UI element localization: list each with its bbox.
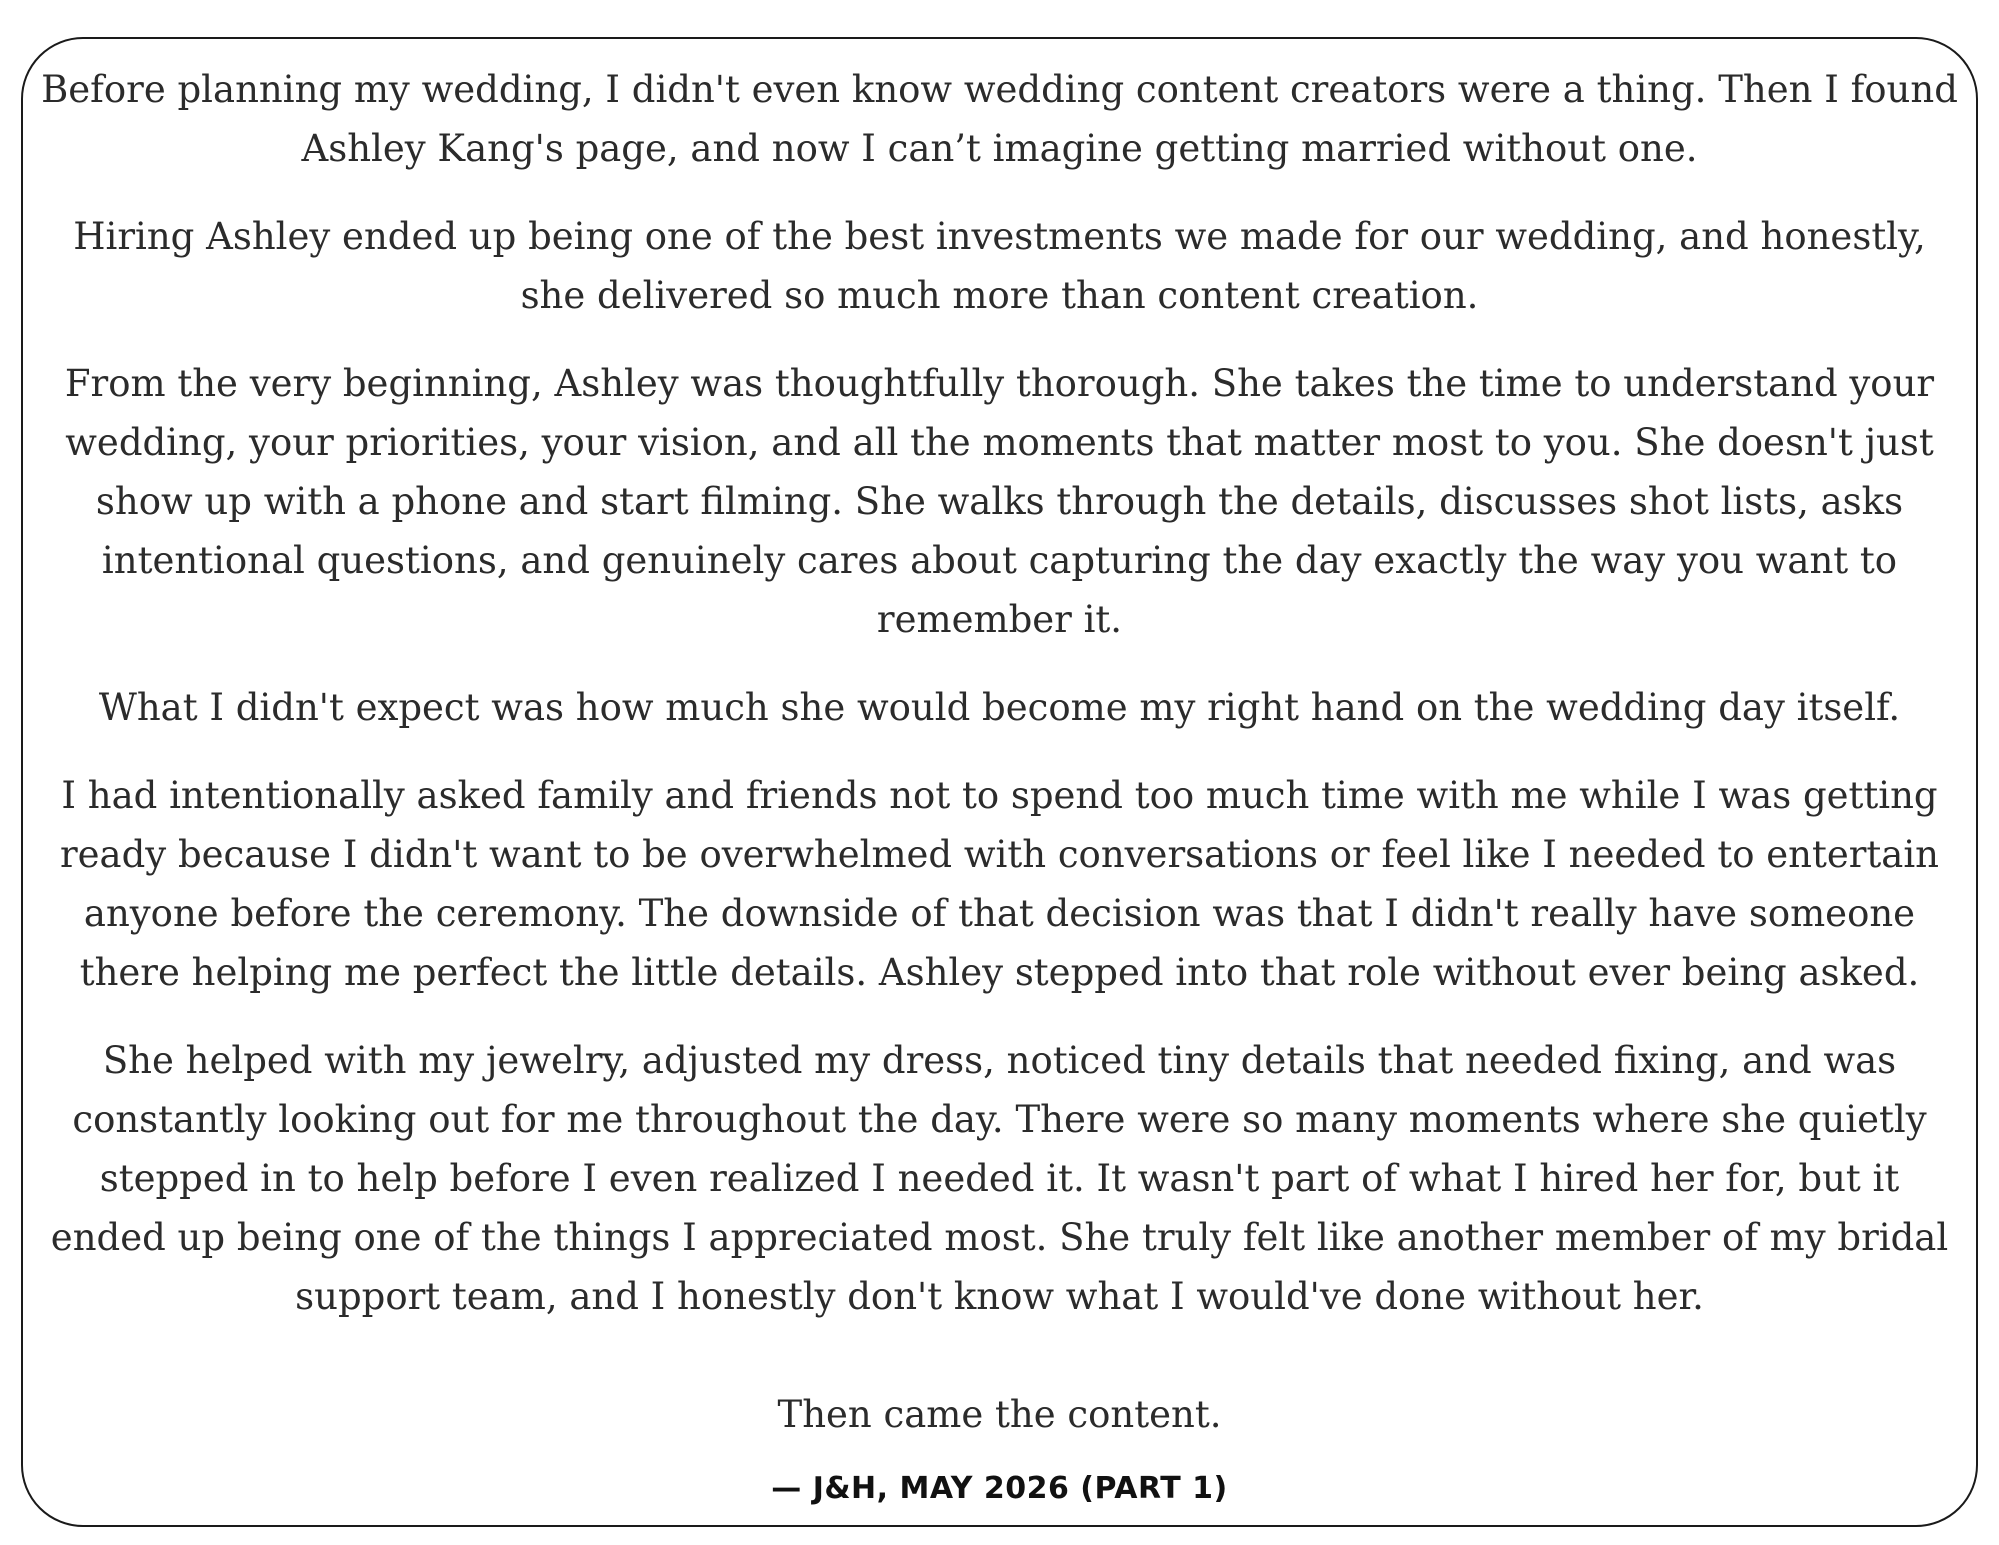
testimonial-paragraph-3: From the very beginning, Ashley was thoughtfully thorough. She takes the time to understand your wedding, your priorities, your vision, and all the moments that matter most to you. She doesn't just show up with a phone and start filming. She walks through the details, discusses shot lists, asks intentional questions, and genuinely cares about capturing the day exactly the way you want to remember it.: [64, 362, 1935, 641]
testimonial-paragraph-1: Before planning my wedding, I didn't even know wedding content creators were a thing. Then I found Ashley Kang's page, and now I can’t imagine getting married without one.: [41, 68, 1958, 170]
testimonial-paragraph-6: She helped with my jewelry, adjusted my dress, noticed tiny details that needed fixing, and was constantly looking out for me throughout the day. There were so many moments where she quietly stepped in to help before I even realized I needed it. It wasn't part of what I hired her for, but it ended up being one of the things I appreciated most. She truly felt like another member of my bridal support team, and I honestly don't know what I would've done without her.: [50, 1039, 1949, 1318]
testimonial-paragraph-4: What I didn't expect was how much she would become my right hand on the wedding day itself.: [98, 686, 1901, 729]
testimonial-paragraph-5: I had intentionally asked family and friends not to spend too much time with me while I was getting ready because I didn't want to be overwhelmed with conversations or feel like I needed to entertain anyone before the ceremony. The downside of that decision was that I didn't really have someone there helping me perfect the little details. Ashley stepped into that role without ever being asked.: [59, 774, 1940, 994]
closing-line: Then came the content.: [777, 1393, 1222, 1436]
testimonial-paragraph-2: Hiring Ashley ended up being one of the best investments we made for our wedding, and honestly, she delivered so much more than content creation.: [73, 215, 1926, 317]
testimonial-body: [38, 60, 1961, 1538]
testimonial-signature: — J&H, MAY 2026 (PART 1): [771, 1471, 1228, 1506]
